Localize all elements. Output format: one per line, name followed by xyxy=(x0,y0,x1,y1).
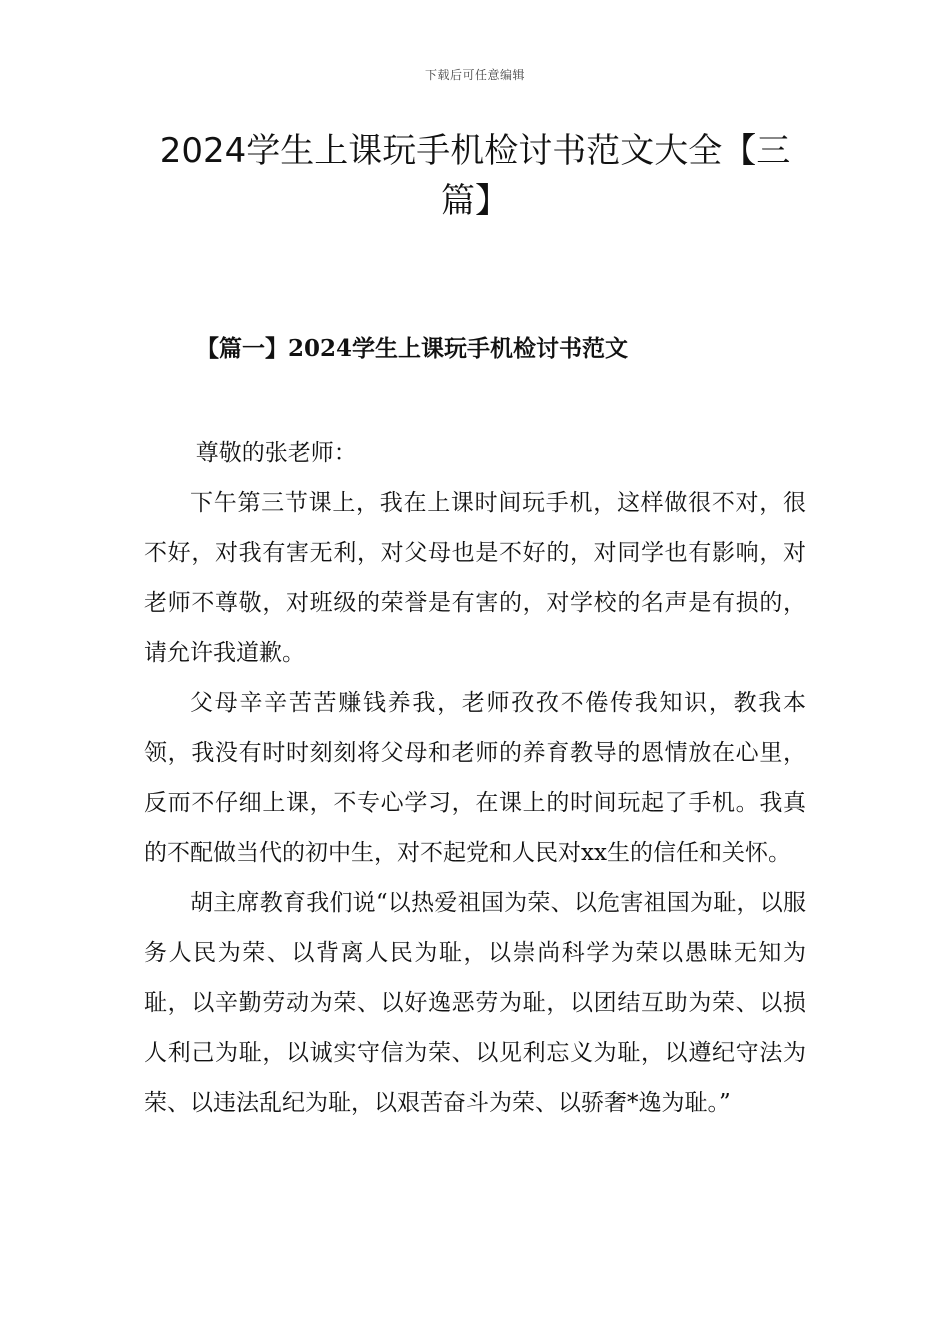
letter-salutation: 尊敬的张老师： xyxy=(195,440,357,466)
letter-body xyxy=(144,428,806,1128)
header-note: 下载后可任意编辑 xyxy=(424,68,525,82)
letter-paragraph: 父母辛辛苦苦赚钱养我，老师孜孜不倦传我知识，教我本领，我没有时时刻刻将父母和老师的养育教导的恩情放在心里，反而不仔细上课，不专心学习，在课上的时间玩起了手机。我真的不配做当代的初中生，对不起党和人民对xx生的信任和关怀。 xyxy=(144,690,806,866)
letter-paragraph: 下午第三节课上，我在上课时间玩手机，这样做很不对，很不好，对我有害无利，对父母也是不好的，对同学也有影响，对老师不尊敬，对班级的荣誉是有害的，对学校的名声是有损的，请允许我道歉。 xyxy=(144,490,806,666)
document-title: 2024学生上课玩手机检讨书范文大全【三篇】 xyxy=(159,131,791,221)
letter-paragraph: 胡主席教育我们说“以热爱祖国为荣、以危害祖国为耻，以服务人民为荣、以背离人民为耻，以崇尚科学为荣以愚昧无知为耻，以辛勤劳动为荣、以好逸恶劳为耻，以团结互助为荣、以损人利己为耻，以诚实守信为荣、以见利忘义为耻，以遵纪守法为荣、以违法乱纪为耻，以艰苦奋斗为荣、以骄奢*逸为耻。” xyxy=(144,890,806,1116)
section-heading: 【篇一】2024学生上课玩手机检讨书范文 xyxy=(196,335,629,362)
